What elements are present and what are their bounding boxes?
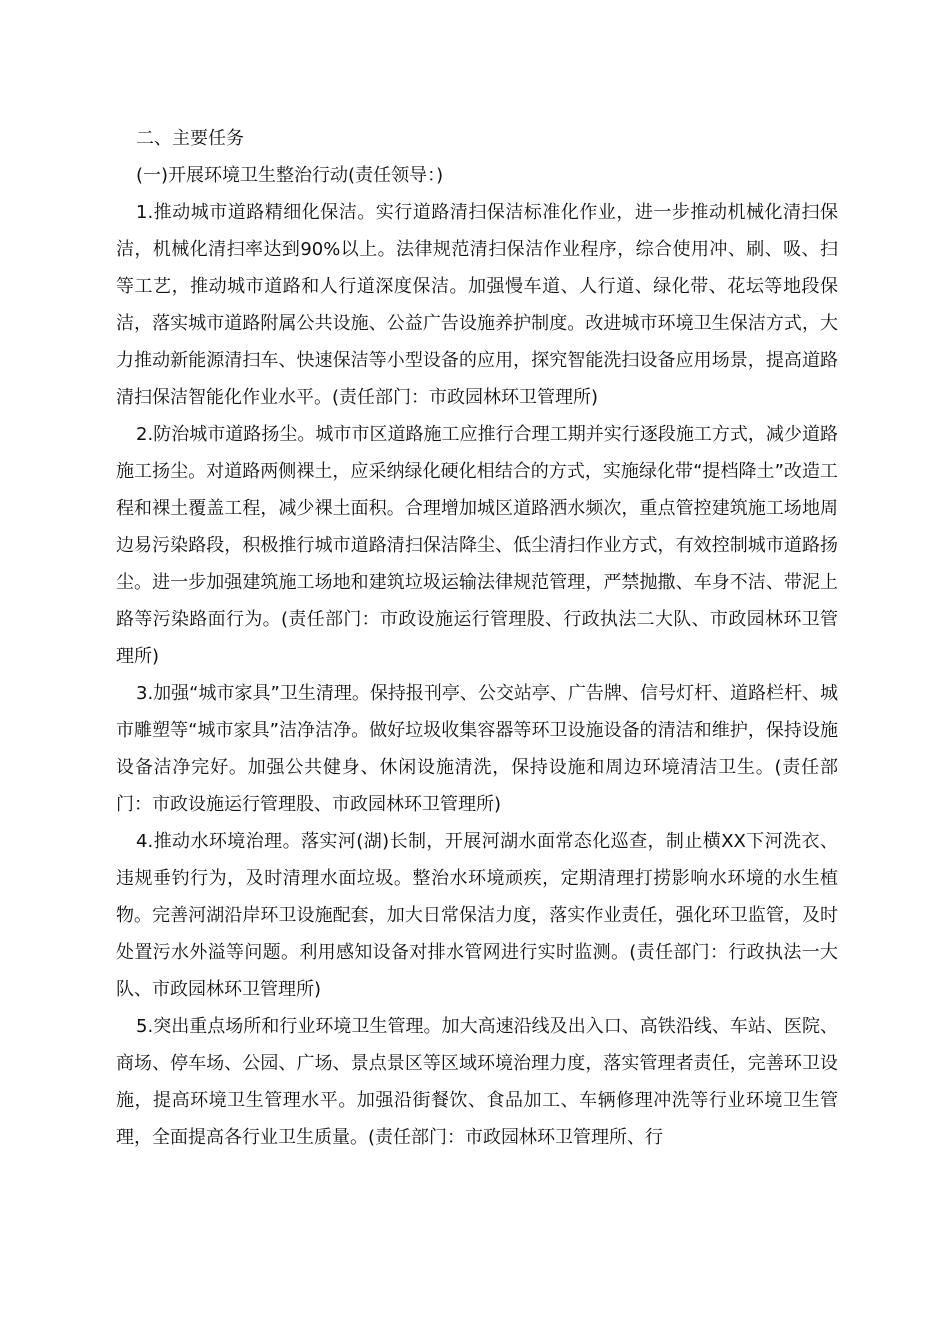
task-paragraph-2: 2.防治城市道路扬尘。城市市区道路施工应推行合理工期并实行逐段施工方式，减少道路施工扬尘。对道路两侧裸土，应采纳绿化硬化相结合的方式，实施绿化带“提档降土”改造工程和裸土覆盖工程，减少裸土面积。合理增加城区道路洒水频次，重点管控建筑施工场地周边易污染路段，积极推行城市道路清扫保洁降尘、低尘清扫作业方式，有效控制城市道路扬尘。进一步加强建筑施工场地和建筑垃圾运输法律规范管理，严禁抛撒、车身不洁、带泥上路等污染路面行为。(责任部门：市政设施运行管理股、行政执法二大队、市政园林环卫管理所): [116, 424, 838, 667]
document-body: [116, 120, 838, 1156]
section-heading: 二、主要任务: [136, 128, 244, 149]
subsection-heading: (一)开展环境卫生整治行动(责任领导：): [136, 165, 444, 186]
task-paragraph-3: 3.加强“城市家具”卫生清理。保持报刊亭、公交站亭、广告牌、信号灯杆、道路栏杆、城市雕塑等“城市家具”洁净洁净。做好垃圾收集容器等环卫设施设备的清洁和维护，保持设施设备洁净完好。加强公共健身、休闲设施清洗，保持设施和周边环境清洁卫生。(责任部门：市政设施运行管理股、市政园林环卫管理所): [116, 683, 838, 815]
task-paragraph-5: 5.突出重点场所和行业环境卫生管理。加大高速沿线及出入口、高铁沿线、车站、医院、商场、停车场、公园、广场、景点景区等区域环境治理力度，落实管理者责任，完善环卫设施，提高环境卫生管理水平。加强沿街餐饮、食品加工、车辆修理冲洗等行业环境卫生管理，全面提高各行业卫生质量。(责任部门：市政园林环卫管理所、行: [116, 1016, 838, 1148]
task-paragraph-4: 4.推动水环境治理。落实河(湖)长制，开展河湖水面常态化巡查，制止横XX下河洗衣、违规垂钓行为，及时清理水面垃圾。整治水环境顽疾，定期清理打捞影响水环境的水生植物。完善河湖沿岸环卫设施配套，加大日常保洁力度，落实作业责任，强化环卫监管，及时处置污水外溢等问题。利用感知设备对排水管网进行实时监测。(责任部门：行政执法一大队、市政园林环卫管理所): [116, 831, 838, 1000]
task-paragraph-1: 1.推动城市道路精细化保洁。实行道路清扫保洁标准化作业，进一步推动机械化清扫保洁，机械化清扫率达到90%以上。法律规范清扫保洁作业程序，综合使用冲、刷、吸、扫等工艺，推动城市道路和人行道深度保洁。加强慢车道、人行道、绿化带、花坛等地段保洁，落实城市道路附属公共设施、公益广告设施养护制度。改进城市环境卫生保洁方式，大力推动新能源清扫车、快速保洁等小型设备的应用，探究智能洗扫设备应用场景，提高道路清扫保洁智能化作业水平。(责任部门：市政园林环卫管理所): [116, 202, 838, 408]
